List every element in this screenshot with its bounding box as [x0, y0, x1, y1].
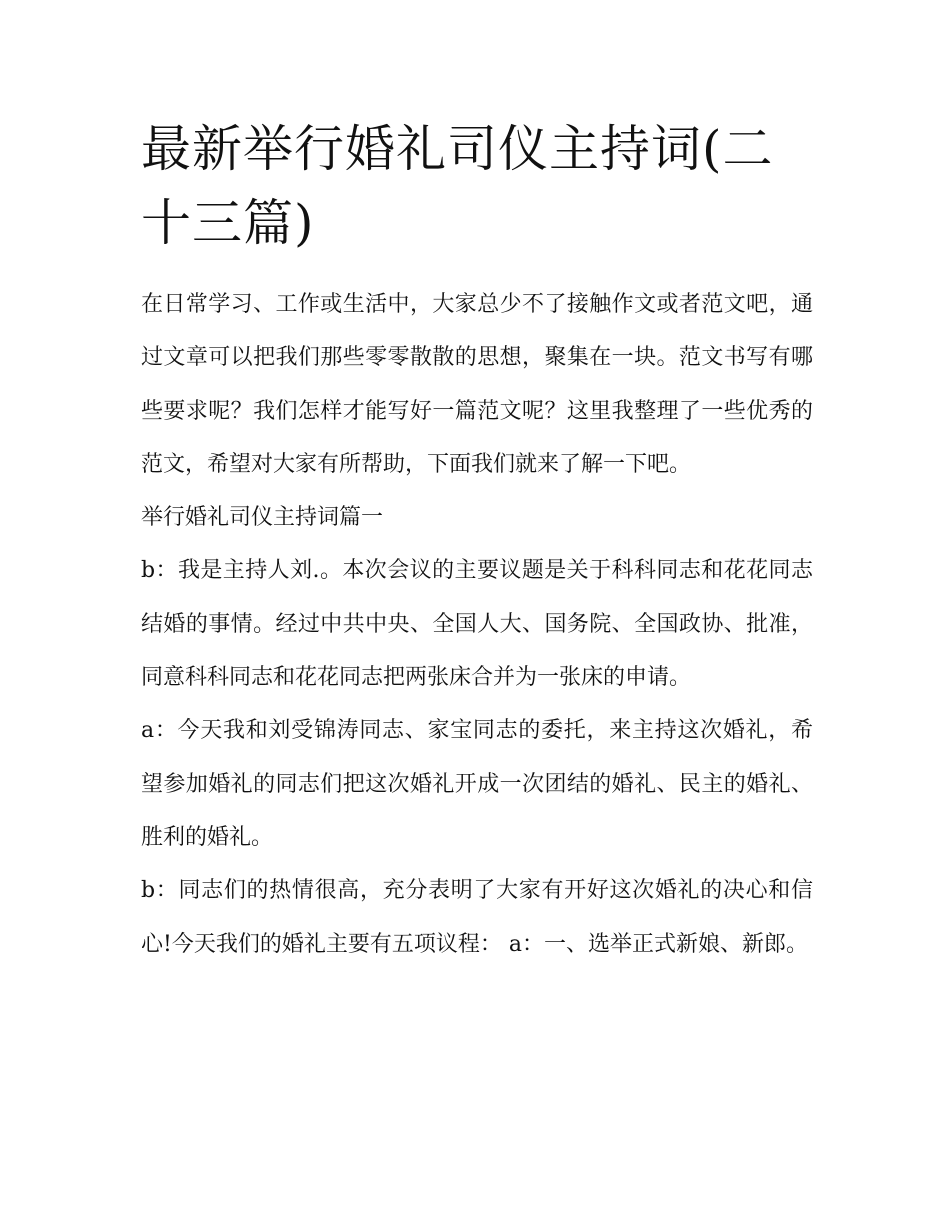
document-body	[141, 112, 813, 971]
section-heading: 举行婚礼司仪主持词篇一	[141, 505, 384, 531]
intro-paragraph: 在日常学习、工作或生活中，大家总少不了接触作文或者范文吧，通过文章可以把我们那些零零散散的思想，聚集在一块。范文书写有哪些要求呢？我们怎样才能写好一篇范文呢？这里我整理了一些优秀的范文，希望对大家有所帮助，下面我们就来了解一下吧。	[141, 292, 813, 477]
body-paragraph: a：今天我和刘受锦涛同志、家宝同志的委托，来主持这次婚礼，希望参加婚礼的同志们把这次婚礼开成一次团结的婚礼、民主的婚礼、胜利的婚礼。	[141, 718, 813, 850]
body-paragraph: b：我是主持人刘.。本次会议的主要议题是关于科科同志和花花同志结婚的事情。经过中共中央、全国人大、国务院、全国政协、批准，同意科科同志和花花同志把两张床合并为一张床的申请。	[141, 558, 813, 691]
body-paragraph: b：同志们的热情很高，充分表明了大家有开好这次婚礼的决心和信心!今天我们的婚礼主要有五项议程： a：一、选举正式新娘、新郎。	[141, 878, 813, 957]
document-title: 最新举行婚礼司仪主持词(二十三篇)	[141, 120, 774, 252]
